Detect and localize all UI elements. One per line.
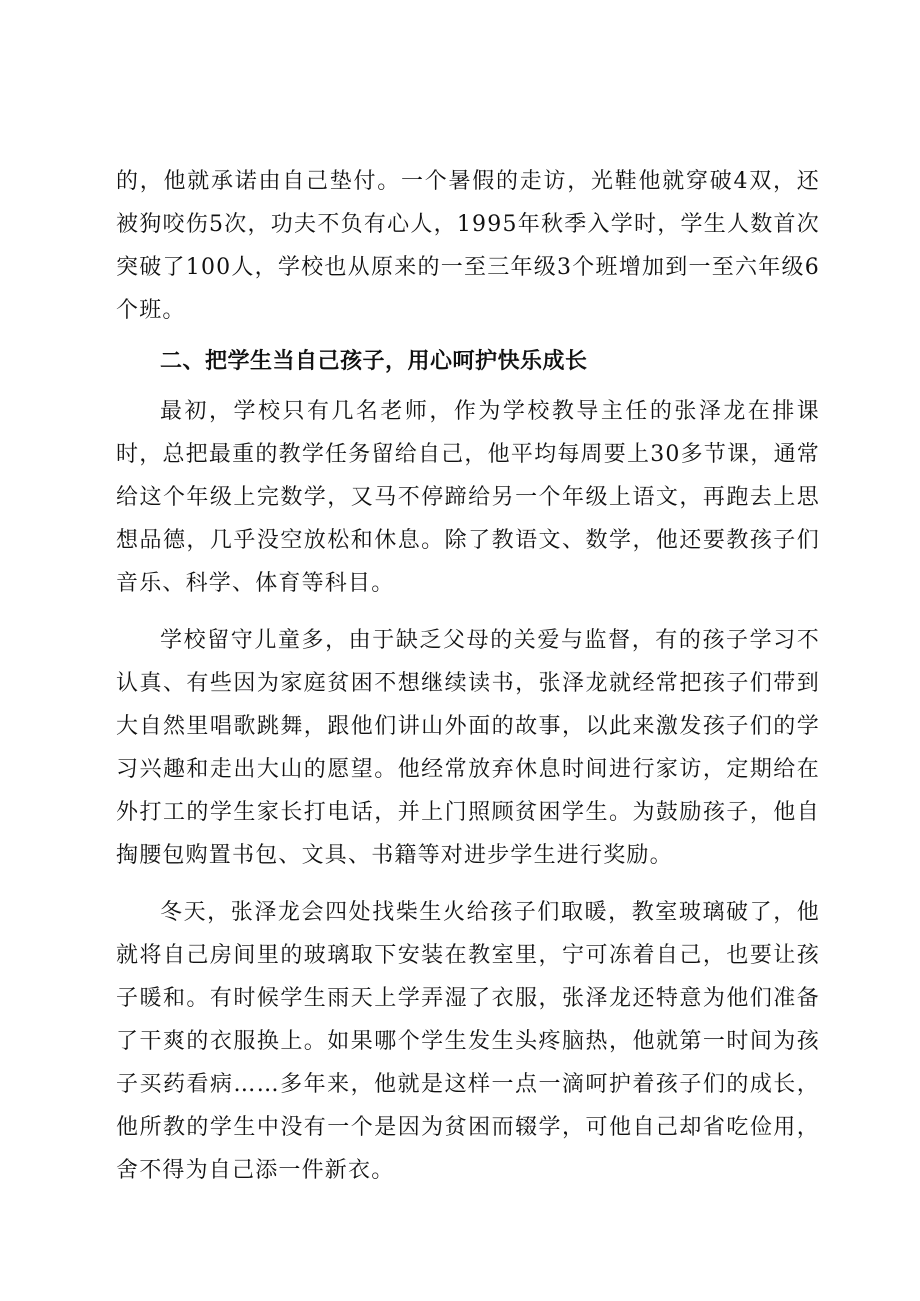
continued-paragraph: 的，他就承诺由自己垫付。一个暑假的走访，光鞋他就穿破4双，还被狗咬伤5次，功夫不负有心人，1995年秋季入学时，学生人数首次突破了100人，学校也从原来的一至三年级3个班增加到一至六年级6个班。 xyxy=(116,169,820,323)
paragraph-teaching-load: 最初，学校只有几名老师，作为学校教导主任的张泽龙在排课时，总把最重的教学任务留给自己，他平均每周要上30多节课，通常给这个年级上完数学，又马不停蹄给另一个年级上语文，再跑去上思想品德，几乎没空放松和休息。除了教语文、数学，他还要教孩子们音乐、科学、体育等科目。 xyxy=(116,399,820,596)
paragraph-left-behind-children: 学校留守儿童多，由于缺乏父母的关爱与监督，有的孩子学习不认真、有些因为家庭贫困不想继续读书，张泽龙就经常把孩子们带到大自然里唱歌跳舞，跟他们讲山外面的故事，以此来激发孩子们的学习兴趣和走出大山的愿望。他经常放弃休息时间进行家访，定期给在外打工的学生家长打电话，并上门照顾贫困学生。为鼓励孩子，他自掏腰包购置书包、文具、书籍等对进步学生进行奖励。 xyxy=(116,628,820,868)
paragraph-winter-care: 冬天，张泽龙会四处找柴生火给孩子们取暖，教室玻璃破了，他就将自己房间里的玻璃取下安装在教室里，宁可冻着自己，也要让孩子暖和。有时候学生雨天上学弄湿了衣服，张泽龙还特意为他们准备了干爽的衣服换上。如果哪个学生发生头疼脑热，他就第一时间为孩子买药看病……多年来，他就是这样一点一滴呵护着孩子们的成长，他所教的学生中没有一个是因为贫困而辍学，可他自己却省吃俭用，舍不得为自己添一件新衣。 xyxy=(116,900,820,1183)
section-heading: 二、把学生当自己孩子，用心呵护快乐成长 xyxy=(160,349,588,374)
